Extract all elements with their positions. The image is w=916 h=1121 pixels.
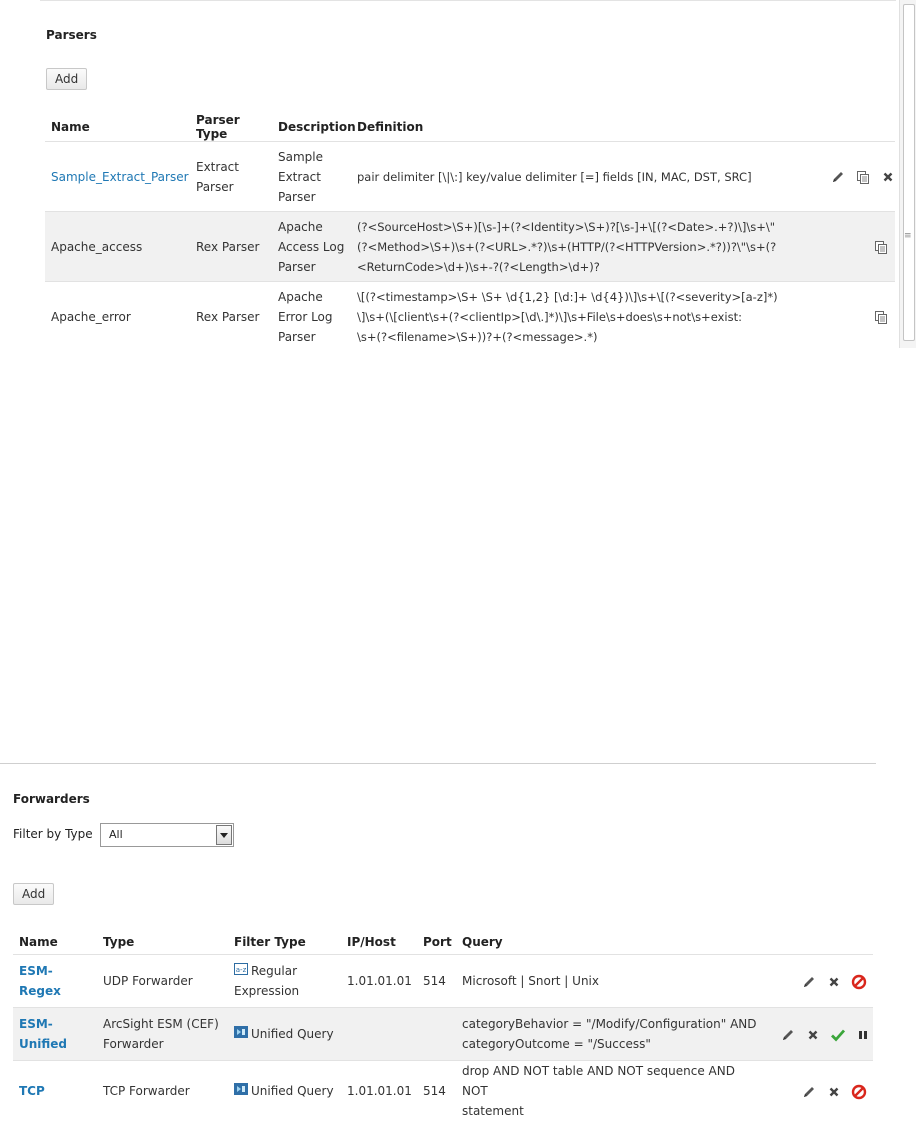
filter-type-select[interactable] [100,823,234,847]
parser-description-line: Extract [278,167,345,187]
parser-description [272,212,351,282]
column-header[interactable]: Definition [351,113,815,142]
actions-header [765,930,873,955]
parser-definition-line: (?<SourceHost>\S+)[\s-]+(?<Identity>\S+)?[\s-]+\[(?<Date>.+?)\]\s+\" [357,217,809,237]
filter-type-line: Expression [234,981,335,1001]
parser-description-line: Sample [278,147,345,167]
delete-icon[interactable] [880,169,896,185]
forwarder-ip: 1.01.01.01 [341,1061,417,1121]
parser-type [190,212,272,282]
parser-definition [351,212,815,282]
disabled-icon[interactable] [851,974,867,990]
parser-name-link[interactable]: Sample_Extract_Parser [51,170,189,184]
parser-definition-line: \s+(?<filename>\S+))?+(?<message>.*) [357,327,809,347]
parser-type-line: Rex Parser [196,237,266,257]
column-header[interactable]: Filter Type [228,930,341,955]
column-header[interactable]: Type [97,930,228,955]
disabled-icon[interactable] [851,1084,867,1100]
forwarder-type-line: UDP Forwarder [103,971,222,991]
row-actions [765,1061,873,1121]
column-header[interactable]: Query [456,930,765,955]
parser-definition-line: <ReturnCode>\d+)\s+-?(?<Length>\d+)? [357,257,809,277]
forwarder-type-line: TCP Forwarder [103,1081,222,1101]
edit-icon[interactable] [830,169,846,185]
row-actions [815,142,895,212]
parser-type-line: Extract [196,157,266,177]
delete-icon[interactable] [805,1027,821,1043]
parser-definition-line: (?<Method>\S+)\s+(?<URL>.*?)\s+(HTTP/(?<HTTPVersion>.*?))?\"\s+(? [357,237,809,257]
filter-type-text: Regular [251,964,297,978]
row-actions [815,282,895,352]
forwarder-query-line: categoryOutcome = "/Success" [462,1034,759,1054]
filter-type-line [234,1024,335,1045]
forwarder-type [97,1061,228,1121]
parser-definition-line: \[(?<timestamp>\S+ \S+ \d{1,2} [\d:]+ \d{4})\]\s+\[(?<severity>[a-z]*) [357,287,809,307]
unified-query-icon [234,1024,248,1044]
parser-definition-line: pair delimiter [\|\:] key/value delimiter [=] fields [IN, MAC, DST, SRC] [357,167,809,187]
forwarder-name-link[interactable]: ESM-Unified [19,1017,67,1051]
forwarders-panel [0,763,876,1119]
parser-description [272,282,351,352]
add-parser-button[interactable]: Add [46,68,87,90]
forwarder-query [456,1008,765,1061]
parser-type-line: Parser [196,177,266,197]
parser-name-cell [45,282,190,352]
parser-definition [351,282,815,352]
edit-icon[interactable] [801,974,817,990]
scrollbar-grip-icon: ≡ [904,232,912,240]
parser-name: Apache_access [51,240,142,254]
parser-description-line: Apache [278,217,345,237]
copy-icon[interactable] [873,239,889,255]
column-header[interactable]: Parser Type [190,113,272,142]
parser-type-line: Rex Parser [196,307,266,327]
column-header[interactable]: Name [13,930,97,955]
parser-description-line: Parser [278,327,345,347]
forwarder-type [97,1008,228,1061]
parser-description-line: Parser [278,187,345,207]
parser-row [45,282,895,352]
forwarders-title: Forwarders [13,792,90,806]
forwarder-query-line: drop AND NOT table AND NOT sequence AND NOT [462,1061,759,1101]
parser-definition [351,142,815,212]
forwarders-table [13,930,873,1121]
parser-type [190,282,272,352]
parser-description-line: Error Log [278,307,345,327]
forwarder-ip [341,1008,417,1061]
actions-header [815,113,895,142]
forwarder-query-line: statement [462,1101,759,1121]
edit-icon[interactable] [780,1027,796,1043]
forwarder-name-cell [13,955,97,1008]
forwarder-row [13,1061,873,1121]
row-actions [765,1008,873,1061]
forwarder-name-link[interactable]: TCP [19,1084,45,1098]
enabled-icon[interactable] [830,1027,846,1043]
filter-type-cell [228,1008,341,1061]
forwarder-type-line: ArcSight ESM (CEF) [103,1014,222,1034]
forwarder-ip: 1.01.01.01 [341,955,417,1008]
forwarder-query-line: Microsoft | Snort | Unix [462,971,759,991]
parser-description-line: Parser [278,257,345,277]
parser-definition-line: \]\s+(\[client\s+(?<clientIp>[\d\.]*)\]\s+File\s+does\s+not\s+exist: [357,307,809,327]
forwarder-row [13,1008,873,1061]
regex-icon [234,961,248,981]
forwarder-query [456,1061,765,1121]
forwarder-name-cell [13,1008,97,1061]
edit-icon[interactable] [801,1084,817,1100]
parsers-header-row [45,113,895,142]
filter-type-text: Unified Query [251,1084,334,1098]
parser-name-cell [45,212,190,282]
parser-name: Apache_error [51,310,131,324]
chevron-down-icon[interactable] [216,825,232,845]
parser-description [272,142,351,212]
filter-type-text: Unified Query [251,1027,334,1041]
parser-name-cell [45,142,190,212]
forwarder-port [417,1008,456,1061]
parser-type [190,142,272,212]
parser-description-line: Apache [278,287,345,307]
vertical-scrollbar[interactable] [899,0,916,348]
copy-icon[interactable] [873,309,889,325]
filter-type-cell [228,1061,341,1121]
parsers-title: Parsers [46,28,97,42]
forwarder-query-line: categoryBehavior = "/Modify/Configuration" AND [462,1014,759,1034]
parser-row [45,142,895,212]
delete-icon[interactable] [826,1084,842,1100]
row-actions [765,955,873,1008]
filter-type-line [234,961,335,982]
pause-icon[interactable] [855,1027,871,1043]
forwarder-type-line: Forwarder [103,1034,222,1054]
row-actions [815,212,895,282]
parsers-panel [40,0,896,349]
filter-type-line [234,1081,335,1102]
forwarder-query [456,955,765,1008]
forwarder-port: 514 [417,955,456,1008]
parsers-table [45,113,895,352]
scrollbar-thumb[interactable] [903,4,915,341]
filter-by-type-label: Filter by Type [13,827,93,841]
filter-type-cell [228,955,341,1008]
filter-type-value: All [109,828,123,841]
forwarder-type [97,955,228,1008]
parser-description-line: Access Log [278,237,345,257]
forwarder-name-cell [13,1061,97,1121]
parser-row [45,212,895,282]
forwarder-row [13,955,873,1008]
unified-query-icon [234,1081,248,1101]
column-header[interactable]: Port [417,930,456,955]
copy-icon[interactable] [855,169,871,185]
forwarders-header-row [13,930,873,955]
column-header[interactable]: Name [45,113,190,142]
svg-text:a-z: a-z [236,966,247,974]
forwarder-port: 514 [417,1061,456,1121]
column-header[interactable]: IP/Host [341,930,417,955]
column-header[interactable]: Description [272,113,351,142]
add-forwarder-button[interactable]: Add [13,883,54,905]
delete-icon[interactable] [826,974,842,990]
forwarder-name-link[interactable]: ESM-Regex [19,964,61,998]
